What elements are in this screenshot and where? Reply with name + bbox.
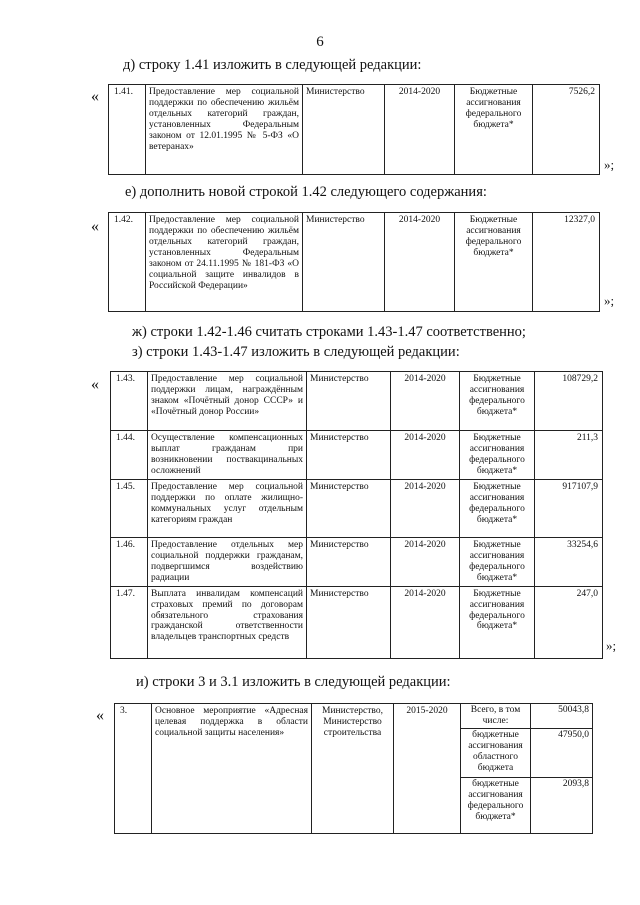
row-number: 1.45. bbox=[111, 480, 148, 538]
row-amount: 47950,0 bbox=[531, 728, 593, 777]
row-executor: Министерство bbox=[307, 586, 391, 658]
row-number: 1.42. bbox=[109, 213, 146, 312]
row-executor: Министерство bbox=[303, 213, 385, 312]
row-funding-source: Бюджетные ассигнования федерального бюджета* bbox=[460, 372, 535, 431]
section-zh-heading: ж) строки 1.42-1.46 считать строками 1.43-1.47 соответственно; bbox=[132, 324, 526, 340]
row-description: Предоставление мер социальной поддержки по обеспечению жильём отдельных категорий граждан, установленных Федеральным законом от 24.11.1995 № 181-ФЗ «О социальной защите инвалидов в Российской Федерации» bbox=[146, 213, 303, 312]
row-amount: 247,0 bbox=[535, 586, 603, 658]
row-funding-source: Бюджетные ассигнования федерального бюджета* bbox=[455, 85, 533, 175]
table-row bbox=[111, 480, 603, 538]
table-row bbox=[111, 538, 603, 587]
row-description: Предоставление мер социальной поддержки по оплате жилищно-коммунальных услуг отдельным категориям граждан bbox=[148, 480, 307, 538]
table-row bbox=[111, 372, 603, 431]
row-number: 1.46. bbox=[111, 538, 148, 587]
row-amount: 108729,2 bbox=[535, 372, 603, 431]
row-years: 2014-2020 bbox=[391, 586, 460, 658]
row-executor: Министерство bbox=[307, 372, 391, 431]
row-number: 1.43. bbox=[111, 372, 148, 431]
row-executor: Министерство, Министерство строительства bbox=[312, 704, 394, 834]
row-funding-source: Бюджетные ассигнования федерального бюджета* bbox=[455, 213, 533, 312]
row-funding-source: Бюджетные ассигнования федерального бюджета* bbox=[460, 586, 535, 658]
row-number: 3. bbox=[115, 704, 152, 834]
row-amount: 12327,0 bbox=[533, 213, 600, 312]
row-funding-source: бюджетные ассигнования областного бюджета bbox=[461, 728, 531, 777]
table-row bbox=[111, 586, 603, 658]
row-amount: 7526,2 bbox=[533, 85, 600, 175]
row-funding-source: бюджетные ассигнования федерального бюджета* bbox=[461, 777, 531, 833]
row-amount: 50043,8 bbox=[531, 704, 593, 729]
row-years: 2014-2020 bbox=[385, 85, 455, 175]
row-amount: 211,3 bbox=[535, 431, 603, 480]
row-amount: 917107,9 bbox=[535, 480, 603, 538]
row-amount: 33254,6 bbox=[535, 538, 603, 587]
row-number: 1.41. bbox=[109, 85, 146, 175]
section-d-quote-open: « bbox=[91, 88, 99, 105]
section-d-quote-close: »; bbox=[604, 157, 615, 172]
table-row bbox=[109, 85, 600, 175]
row-amount: 2093,8 bbox=[531, 777, 593, 833]
row-executor: Министерство bbox=[303, 85, 385, 175]
row-number: 1.44. bbox=[111, 431, 148, 480]
row-description: Выплата инвалидам компенсаций страховых премий по договорам обязательного страхования гражданской ответственности владельцев транспортных средств bbox=[148, 586, 307, 658]
section-i-table bbox=[114, 703, 593, 834]
row-executor: Министерство bbox=[307, 431, 391, 480]
row-funding-source: Всего, в том числе: bbox=[461, 704, 531, 729]
section-z-heading: з) строки 1.43-1.47 изложить в следующей редакции: bbox=[132, 344, 460, 360]
row-description: Основное мероприятие «Адресная целевая поддержка в области социальной защиты населения» bbox=[152, 704, 312, 834]
section-e-quote-close: »; bbox=[604, 293, 615, 308]
row-years: 2014-2020 bbox=[391, 538, 460, 587]
page-number: 6 bbox=[316, 34, 324, 50]
row-years: 2014-2020 bbox=[391, 372, 460, 431]
section-z-table bbox=[110, 371, 603, 659]
row-description: Предоставление мер социальной поддержки лицам, награждённым знаком «Почётный донор СССР» и «Почётный донор России» bbox=[148, 372, 307, 431]
row-years: 2014-2020 bbox=[385, 213, 455, 312]
row-executor: Министерство bbox=[307, 480, 391, 538]
row-description: Предоставление мер социальной поддержки по обеспечению жильём отдельных категорий граждан, установленных Федеральным законом от 12.01.1995 № 5-ФЗ «О ветеранах» bbox=[146, 85, 303, 175]
row-funding-source: Бюджетные ассигнования федерального бюджета* bbox=[460, 480, 535, 538]
section-z-quote-open: « bbox=[91, 376, 99, 393]
section-e-table bbox=[108, 212, 600, 312]
section-d-heading: д) строку 1.41 изложить в следующей редакции: bbox=[123, 57, 422, 73]
row-description: Предоставление отдельных мер социальной поддержки гражданам, подвергшимся воздействию радиации bbox=[148, 538, 307, 587]
section-i-heading: и) строки 3 и 3.1 изложить в следующей редакции: bbox=[136, 674, 451, 690]
row-years: 2015-2020 bbox=[394, 704, 461, 834]
row-number: 1.47. bbox=[111, 586, 148, 658]
table-row bbox=[109, 213, 600, 312]
section-d-table bbox=[108, 84, 600, 175]
section-i-quote-open: « bbox=[96, 707, 104, 724]
row-funding-source: Бюджетные ассигнования федерального бюджета* bbox=[460, 538, 535, 587]
row-funding-source: Бюджетные ассигнования федерального бюджета* bbox=[460, 431, 535, 480]
table-row bbox=[111, 431, 603, 480]
section-z-quote-close: »; bbox=[606, 638, 617, 653]
section-e-heading: е) дополнить новой строкой 1.42 следующего содержания: bbox=[125, 184, 487, 200]
section-e-quote-open: « bbox=[91, 218, 99, 235]
row-description: Осуществление компенсационных выплат гражданам при возникновении поствакцинальных осложнений bbox=[148, 431, 307, 480]
row-years: 2014-2020 bbox=[391, 480, 460, 538]
row-years: 2014-2020 bbox=[391, 431, 460, 480]
table-row bbox=[115, 704, 593, 729]
row-executor: Министерство bbox=[307, 538, 391, 587]
